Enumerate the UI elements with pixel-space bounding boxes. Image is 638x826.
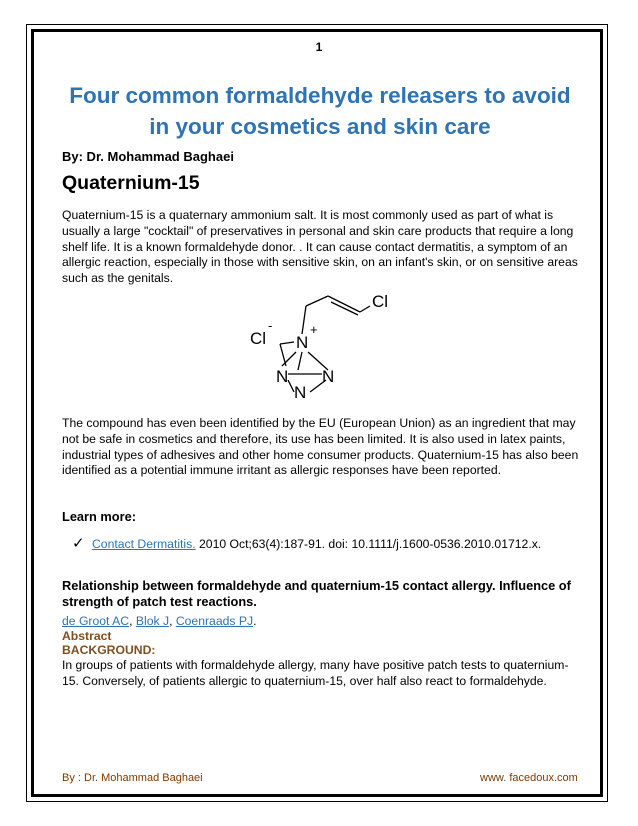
chloride-ion-label: Cl — [250, 329, 267, 348]
byline: By: Dr. Mohammad Baghaei — [62, 149, 234, 164]
nitrogen-bottom: N — [294, 383, 307, 402]
document-title: Four common formaldehyde releasers to avoid in your cosmetics and skin care — [69, 83, 571, 139]
journal-link[interactable]: Contact Dermatitis. — [92, 537, 196, 551]
background-label: BACKGROUND: — [62, 643, 156, 657]
author-link-coenraads[interactable]: Coenraads PJ — [175, 614, 254, 628]
author-separator: . — [253, 614, 257, 628]
nitrogen-right: N — [322, 367, 335, 386]
abstract-label: Abstract — [62, 629, 112, 643]
quaternium-15-structure — [230, 284, 410, 404]
author-link-de-groot[interactable]: de Groot AC — [62, 614, 130, 628]
author-list — [62, 614, 256, 628]
page-number: 1 — [315, 40, 323, 54]
article-title: Relationship between formaldehyde and quaternium-15 contact allergy. Influence of strength of patch test reactions. — [62, 578, 571, 609]
footer-author: By : Dr. Mohammad Baghaei — [62, 772, 203, 784]
bond-cage-8 — [280, 342, 294, 344]
bond-n-ch2 — [302, 306, 306, 334]
bond-ch2-ch — [306, 296, 328, 306]
checkmark-icon: ✓ — [72, 535, 85, 552]
bond-ch-ch-double-a — [328, 296, 360, 312]
citation-text: 2010 Oct;63(4):187-91. doi: 10.1111/j.1600-0536.2010.01712.x. — [195, 537, 542, 551]
bond-cage-7 — [280, 344, 286, 366]
author-link-blok[interactable]: Blok J — [135, 614, 170, 628]
footer-website: www. facedoux.com — [480, 772, 578, 784]
bond-ch-cl — [360, 306, 370, 312]
section-heading: Quaternium-15 — [62, 172, 200, 194]
background-text: In groups of patients with formaldehyde allergy, many have positive patch tests to quaternium-15. Conversely, of patients allergic to quaternium-15, over half also react to formaldehyde. — [62, 658, 569, 688]
intro-paragraph: Quaternium-15 is a quaternary ammonium salt. It is most commonly used as part of what is usually a large "cocktail" of preservatives in personal and skin care products that require a long shelf life. It is a known formaldehyde donor. . It can cause contact dermatitis, a symptom of an allergic reaction, especially in those with sensitive skin, on an infant's skin, or on sensitive areas such as the genitals. — [62, 208, 578, 286]
usage-paragraph: The compound has even been identified by the EU (European Union) as an ingredient that may not be safe in cosmetics and therefore, its use has been limited. It is also used in latex paints, industrial types of adhesives and other home consumer products. Quaternium-15 has also been identified as a potential immune irritant as allergic responses have been reported. — [62, 416, 579, 478]
author-separator: , — [129, 614, 136, 628]
author-separator: , — [169, 614, 176, 628]
nitrogen-top: N — [296, 333, 309, 352]
chlorine-label: Cl — [372, 292, 389, 311]
reference-list-item — [72, 535, 562, 552]
minus-charge: - — [268, 318, 273, 333]
learn-more-heading: Learn more: — [62, 509, 136, 524]
nitrogen-left: N — [276, 367, 289, 386]
plus-charge: + — [310, 322, 318, 337]
bond-cage-2 — [298, 352, 302, 370]
